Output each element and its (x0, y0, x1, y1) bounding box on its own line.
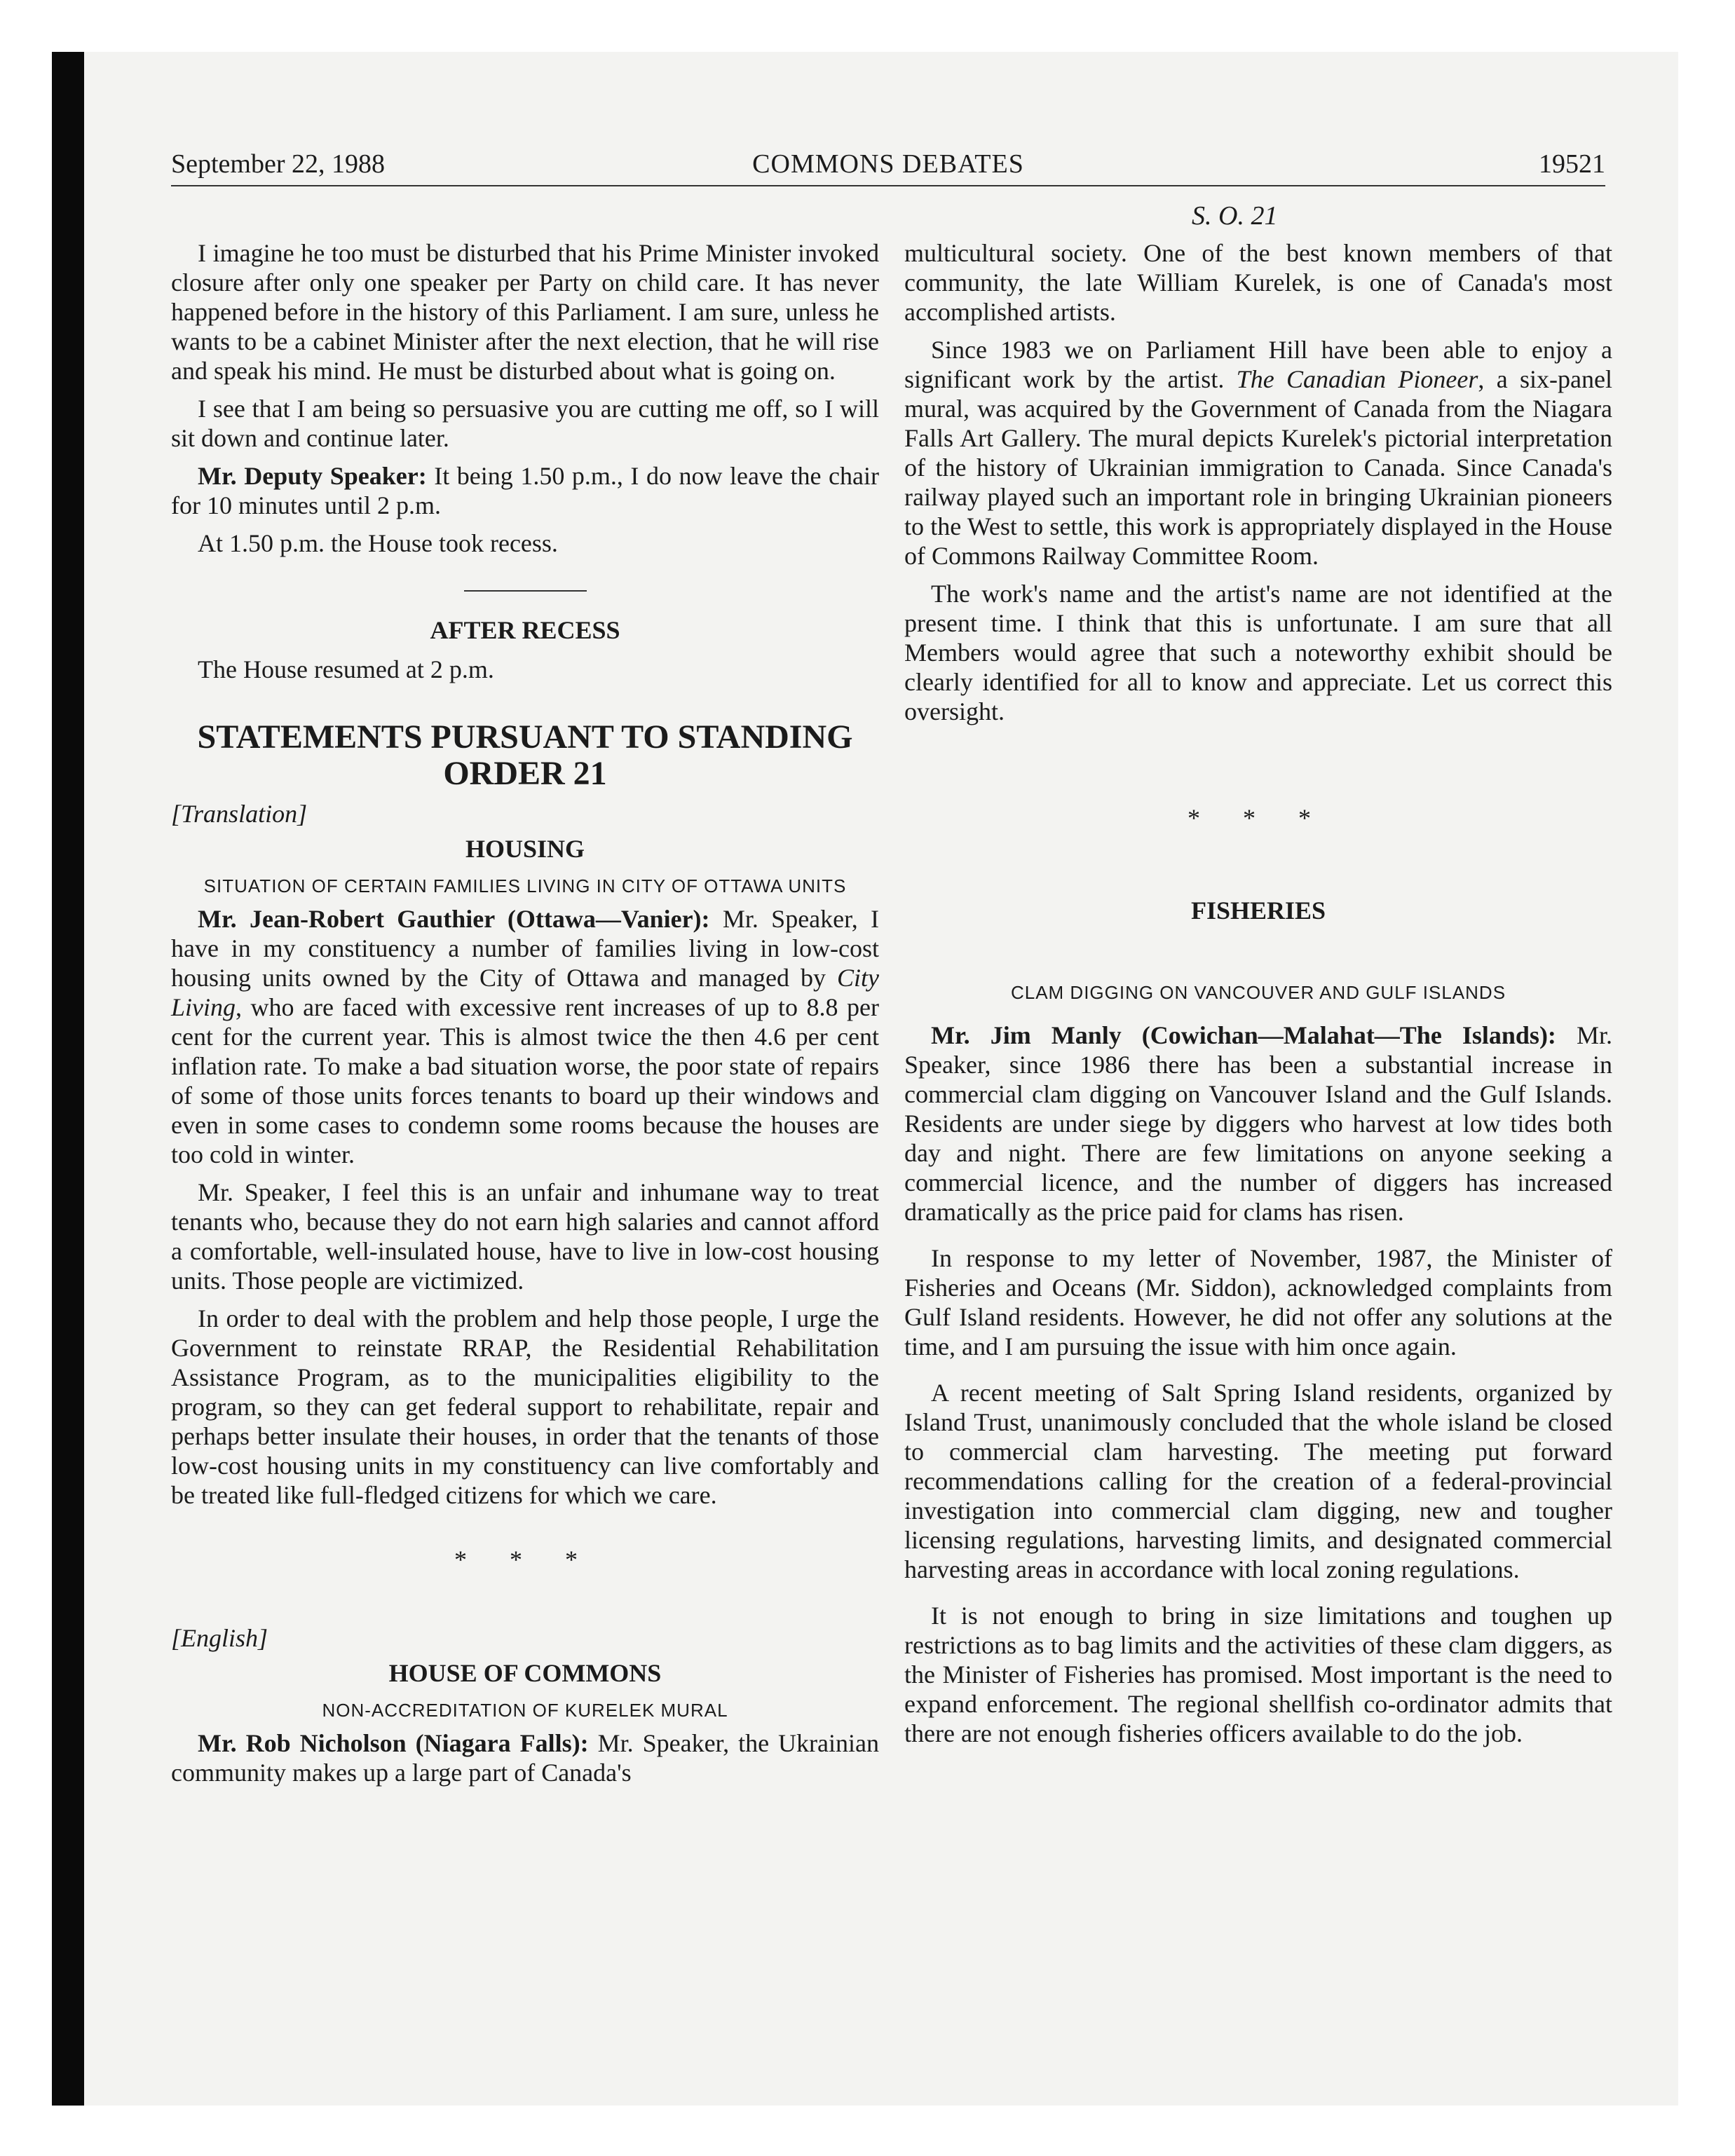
fisheries-subheading: CLAM DIGGING ON VANCOUVER AND GULF ISLANDS (1010, 982, 1506, 1003)
page-header (171, 149, 1605, 186)
kurelek-subheading: NON-ACCREDITATION OF KURELEK MURAL (322, 1700, 728, 1721)
paragraph: Mr. Speaker, I feel this is an unfair and inhumane way to treat tenants who, because they do not earn high salaries and cannot afford a comfortable, well-insulated house, have to live in low-cost housing units. Those people are victimized. (171, 1178, 879, 1295)
paragraph (171, 904, 879, 1169)
housing-heading: HOUSING (465, 835, 585, 863)
artwork-title: The Canadian Pioneer (1236, 365, 1478, 393)
header-page-number: 19521 (1539, 149, 1605, 179)
binding-edge (52, 52, 84, 2106)
paragraph (171, 461, 879, 520)
paragraph: multicultural society. One of the best known members of that community, the late William Kurelek, is one of Canada's most accomplished artists. (904, 239, 1612, 326)
house-of-commons-heading: HOUSE OF COMMONS (388, 1659, 662, 1687)
paragraph: In response to my letter of November, 1987, the Minister of Fisheries and Oceans (Mr. Siddon), acknowledged complaints from Gulf Island residents. However, he did not offer any solutions at the time, and I am pursuing the issue with him once again. (904, 1244, 1612, 1360)
translation-tag: [Translation] (171, 800, 308, 828)
speaker-name: Mr. Jim Manly (Cowichan—Malahat—The Islands): (931, 1021, 1556, 1049)
paragraph: A recent meeting of Salt Spring Island residents, organized by Island Trust, unanimously concluded that the whole island be closed to commercial clam harvesting. The meeting put forward recommendations calling for the creation of a federal-provincial investigation into commercial clam digging, new and tougher licensing regulations, harvesting limits, and designated commercial harvesting areas in accordance with local zoning regulations. (904, 1379, 1612, 1583)
header-title: COMMONS DEBATES (752, 149, 1024, 179)
paragraph: It is not enough to bring in size limitations and toughen up restrictions as to bag limits and the activities of these clam diggers, as the Minister of Fisheries has promised. Most important is the need to expand enforcement. The regional shellfish co-ordinator admits that there are not enough fisheries officers available to do the job. (904, 1602, 1612, 1747)
speech-text: , who are faced with excessive rent increases of up to 8.8 per cent for the current year. This is almost twice the then 4.6 per cent inflation rate. To make a bad situation worse, the poor state of repairs of some of those units forces tenants to board up their windows and even in some cases to condemn some rooms because the houses are too cold in winter. (171, 993, 879, 1168)
section-divider (464, 590, 587, 592)
speech-text: Mr. Speaker, the Ukrainian community makes up a large part of Canada's (171, 1729, 879, 1787)
english-tag: [English] (171, 1624, 268, 1652)
speaker-name: Mr. Jean-Robert Gauthier (Ottawa—Vanier): (198, 905, 710, 933)
header-date: September 22, 1988 (171, 149, 386, 179)
section-stars: * * * (454, 1546, 596, 1574)
right-column (904, 238, 1612, 1756)
paragraph: At 1.50 p.m. the House took recess. (198, 529, 558, 557)
statements-heading: STATEMENTS PURSUANT TO STANDING ORDER 21 (197, 718, 853, 792)
fisheries-heading: FISHERIES (1190, 896, 1326, 925)
speech-text: Since 1983 we on Parliament Hill have been able to enjoy a significant work by the artist. (904, 336, 1612, 393)
section-stars: * * * (1188, 804, 1329, 832)
speech-text: It being 1.50 p.m., I do now leave the chair for 10 minutes until 2 p.m. (171, 462, 879, 519)
paragraph: I see that I am being so persuasive you are cutting me off, so I will sit down and continue later. (171, 395, 879, 452)
paragraph: I imagine he too must be disturbed that his Prime Minister invoked closure after only one speaker per Party on child care. It has never happened before in the history of this Parliament. I am sure, unless he wants to be a cabinet Minister after the next election, that he will rise and speak his mind. He must be disturbed about what is going on. (171, 239, 879, 385)
paragraph: The House resumed at 2 p.m. (198, 655, 494, 683)
speaker-name: Mr. Rob Nicholson (Niagara Falls): (198, 1729, 589, 1757)
paragraph (904, 1021, 1612, 1227)
speaker-name: Mr. Deputy Speaker: (198, 462, 427, 490)
standing-order-marker: S. O. 21 (1192, 201, 1278, 231)
paragraph (171, 1728, 879, 1787)
organization-name: City Living (171, 964, 879, 1021)
housing-subheading: SITUATION OF CERTAIN FAMILIES LIVING IN CITY OF OTTAWA UNITS (203, 875, 847, 896)
speech-text: Mr. Speaker, I have in my constituency a number of families living in low-cost housing units owned by the City of Ottawa and managed by (171, 905, 879, 992)
paragraph: The work's name and the artist's name are not identified at the present time. I think that this is unfortunate. I am sure that all Members would agree that such a noteworthy exhibit should be clearly identified for all to know and appreciate. Let us correct this oversight. (904, 580, 1612, 725)
paragraph: In order to deal with the problem and help those people, I urge the Government to reinstate RRAP, the Residential Rehabilitation Assistance Program, as to the municipalities eligibility to the program, so they can get federal support to rehabilitate, repair and perhaps better insulate their houses, in order that the tenants of those low-cost housing units in my constituency can live comfortably and be treated like full-fledged citizens for which we care. (171, 1304, 879, 1509)
paragraph (904, 335, 1612, 571)
speech-text: Mr. Speaker, since 1986 there has been a substantial increase in commercial clam digging on Vancouver Island and the Gulf Islands. Residents are under siege by diggers who harvest at low tides both day and night. There are few limitations on anyone seeking a commercial licence, and the number of diggers has increased dramatically as the price paid for clams has risen. (904, 1021, 1612, 1226)
left-column (171, 238, 879, 1796)
speech-text: , a six-panel mural, was acquired by the Government of Canada from the Niagara Falls Art Gallery. The mural depicts Kurelek's pictorial interpretation of the history of Ukrainian immigration to Canada. Since Canada's railway played such an important role in bringing Ukrainian pioneers to the West to settle, this work is appropriately displayed in the House of Commons Railway Committee Room. (904, 365, 1612, 570)
after-recess-heading: AFTER RECESS (430, 616, 620, 644)
